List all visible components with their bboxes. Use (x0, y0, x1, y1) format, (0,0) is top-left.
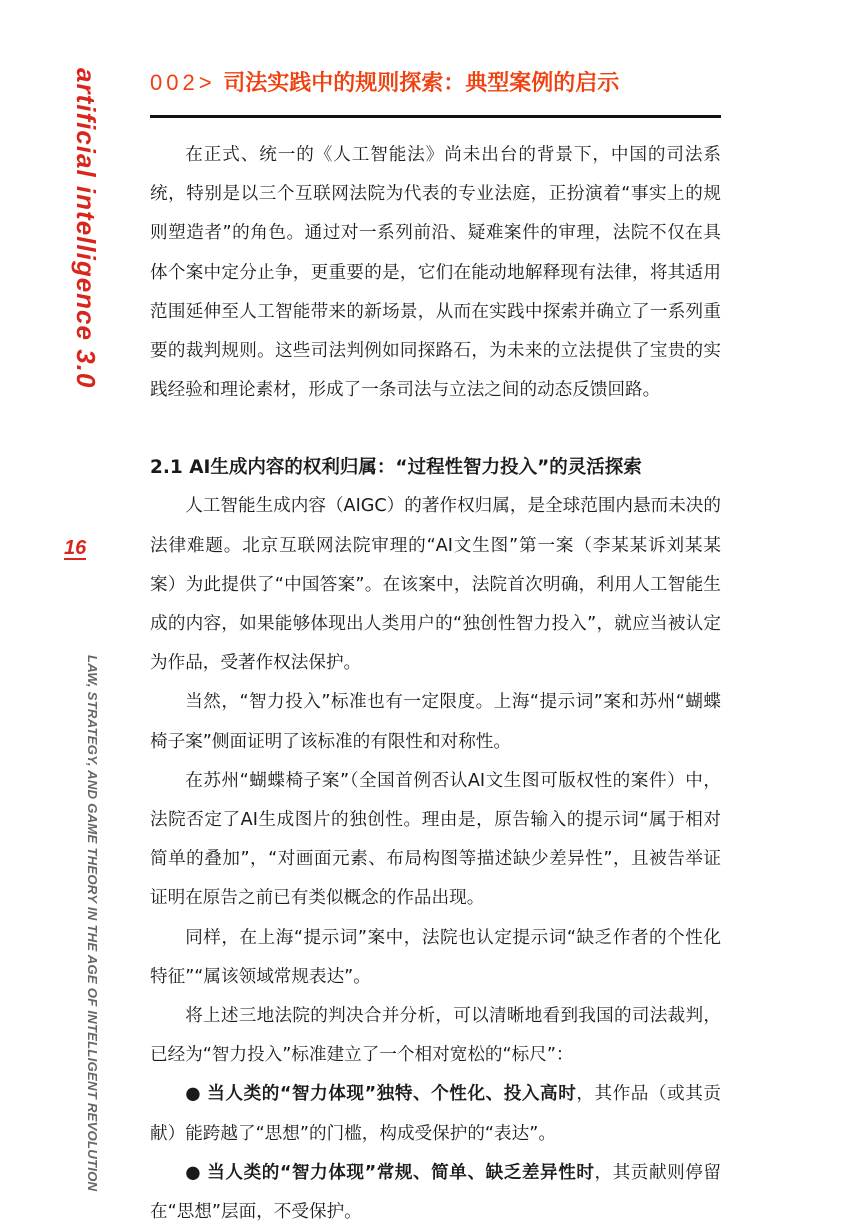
header-divider (150, 115, 721, 118)
paragraph: 当然，“智力投入”标准也有一定限度。上海“提示词”案和苏州“蝴蝶椅子案”侧面证明了该标准的有限性和对称性。 (150, 692, 721, 752)
bullet-text: ，其作品（或其贡献）能跨越了“思想”的门槛，构成受保护的“表达”。 (150, 1084, 722, 1144)
paragraph: 人工智能生成内容（AIGC）的著作权归属，是全球范围内悬而未决的法律难题。北京互联网法院审理的“AI文生图”第一案（李某某诉刘某某案）为此提供了“中国答案”。在该案中，法院首次明确，利用人工智能生成的内容，如果能够体现出人类用户的“独创性智力投入”，就应当被认定为作品，受著作权法保护。 (150, 496, 721, 674)
page-content (150, 136, 721, 1232)
chapter-title: 司法实践中的规则探索：典型案例的启示 (223, 71, 620, 96)
chapter-number: 002> (150, 70, 216, 95)
bullet-item (150, 1154, 721, 1232)
intro-paragraph: 在正式、统一的《人工智能法》尚未出台的背景下，中国的司法系统，特别是以三个互联网法院为代表的专业法庭，正扮演着“事实上的规则塑造者”的角色。通过对一系列前沿、疑难案件的审理，法院不仅在具体个案中定分止争，更重要的是，它们在能动地解释现有法律，将其适用范围延伸至人工智能带来的新场景，从而在实践中探索并确立了一系列重要的裁判规则。这些司法判例如同探路石，为未来的立法提供了宝贵的实践经验和理论素材，形成了一条司法与立法之间的动态反馈回路。 (150, 145, 721, 401)
book-subtitle-vertical (82, 655, 102, 1192)
book-title-vertical (71, 68, 101, 389)
bullet-text: ，其贡献则停留在“思想”层面，不受保护。 (150, 1162, 721, 1223)
bullet-item (150, 1075, 721, 1153)
bullet-marker: ● (185, 1162, 202, 1183)
bullet-bold-text: 当人类的“智力体现”独特、个性化、投入高时 (207, 1084, 577, 1105)
paragraph: 在苏州“蝴蝶椅子案”（全国首例否认AI文生图可版权性的案件）中，法院否定了AI生成图片的独创性。理由是，原告输入的提示词“属于相对简单的叠加”，“对画面元素、布局构图等描述缺少差异性”，且被告举证证明在原告之前已有类似概念的作品出现。 (150, 770, 721, 909)
bullet-bold-text: 当人类的“智力体现”常规、简单、缺乏差异性时 (207, 1162, 595, 1183)
bullet-marker: ● (185, 1084, 202, 1105)
chapter-header (150, 66, 619, 97)
section-heading: 2.1 AI生成内容的权利归属：“过程性智力投入”的灵活探索 (150, 457, 642, 479)
book-title-text: artificial intelligence 3.0 (71, 68, 101, 389)
paragraph: 同样，在上海“提示词”案中，法院也认定提示词“缺乏作者的个性化特征”“属该领域常规表达”。 (150, 927, 721, 987)
paragraph: 将上述三地法院的判决合并分析，可以清晰地看到我国的司法裁判，已经为“智力投入”标准建立了一个相对宽松的“标尺”： (150, 1006, 721, 1066)
page-number: 16 (64, 537, 87, 559)
book-subtitle-text: LAW, STRATEGY, AND GAME THEORY IN THE AGE OF INTELLIGENT REVOLUTION (85, 655, 100, 1192)
